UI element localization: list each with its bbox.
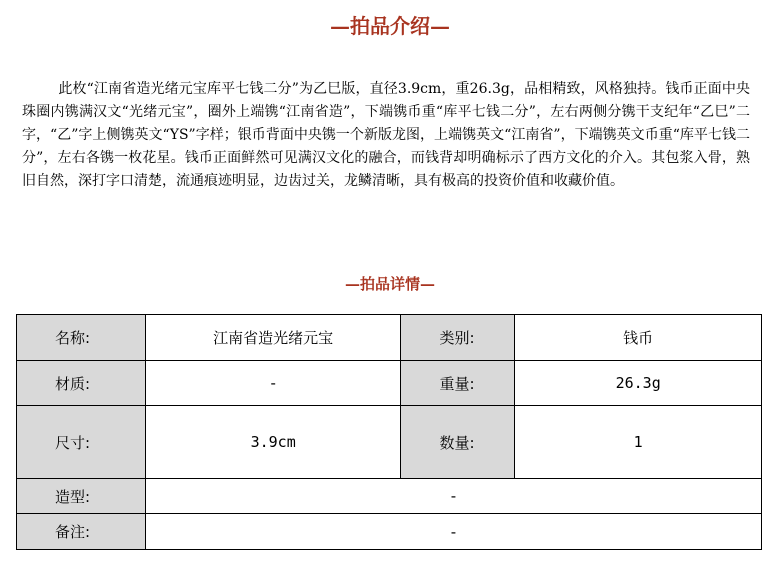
table-row-remark <box>17 514 762 550</box>
name-label: 名称: <box>17 315 146 361</box>
table-row-shape <box>17 479 762 514</box>
name-value: 江南省造光绪元宝 <box>145 315 401 361</box>
category-value: 钱币 <box>515 315 762 361</box>
weight-label: 重量: <box>401 361 515 406</box>
quantity-label: 数量: <box>401 406 515 479</box>
weight-value: 26.3g <box>515 361 762 406</box>
details-section-title: —拍品详情— <box>344 275 435 293</box>
table-row-material <box>17 361 762 406</box>
remark-label: 备注: <box>17 514 146 550</box>
shape-label: 造型: <box>17 479 146 514</box>
remark-value: - <box>145 514 761 550</box>
quantity-value: 1 <box>515 406 762 479</box>
intro-section-title: —拍品介绍— <box>330 14 450 38</box>
table-row-name <box>17 315 762 361</box>
details-table <box>16 314 762 550</box>
size-label: 尺寸: <box>17 406 146 479</box>
material-value: - <box>145 361 401 406</box>
material-label: 材质: <box>17 361 146 406</box>
category-label: 类别: <box>401 315 515 361</box>
shape-value: - <box>145 479 761 514</box>
intro-paragraph: 此枚“江南省造光绪元宝库平七钱二分”为乙巳版，直径3.9cm，重26.3g，品相精致，风格独持。钱币正面中央珠圈内镌满汉文“光绪元宝”，圈外上端镌“江南省造”，下端镌币重“库平七钱二分”，左右两侧分镌干支纪年“乙巳”二字，“乙”字上侧镌英文“YS”字样；银币背面中央镌一个新版龙图，上端镌英文“江南省”，下端镌英文币重“库平七钱二分”，左右各镌一枚花星。钱币正面鲜然可见满汉文化的融合，而钱背却明确标示了西方文化的介入。其包浆入骨，熟旧自然，深打字口清楚，流通痕迹明显，边齿过关，龙鳞清晰，具有极高的投资价值和收藏价值。 <box>22 81 750 189</box>
table-row-size <box>17 406 762 479</box>
size-value: 3.9cm <box>145 406 401 479</box>
